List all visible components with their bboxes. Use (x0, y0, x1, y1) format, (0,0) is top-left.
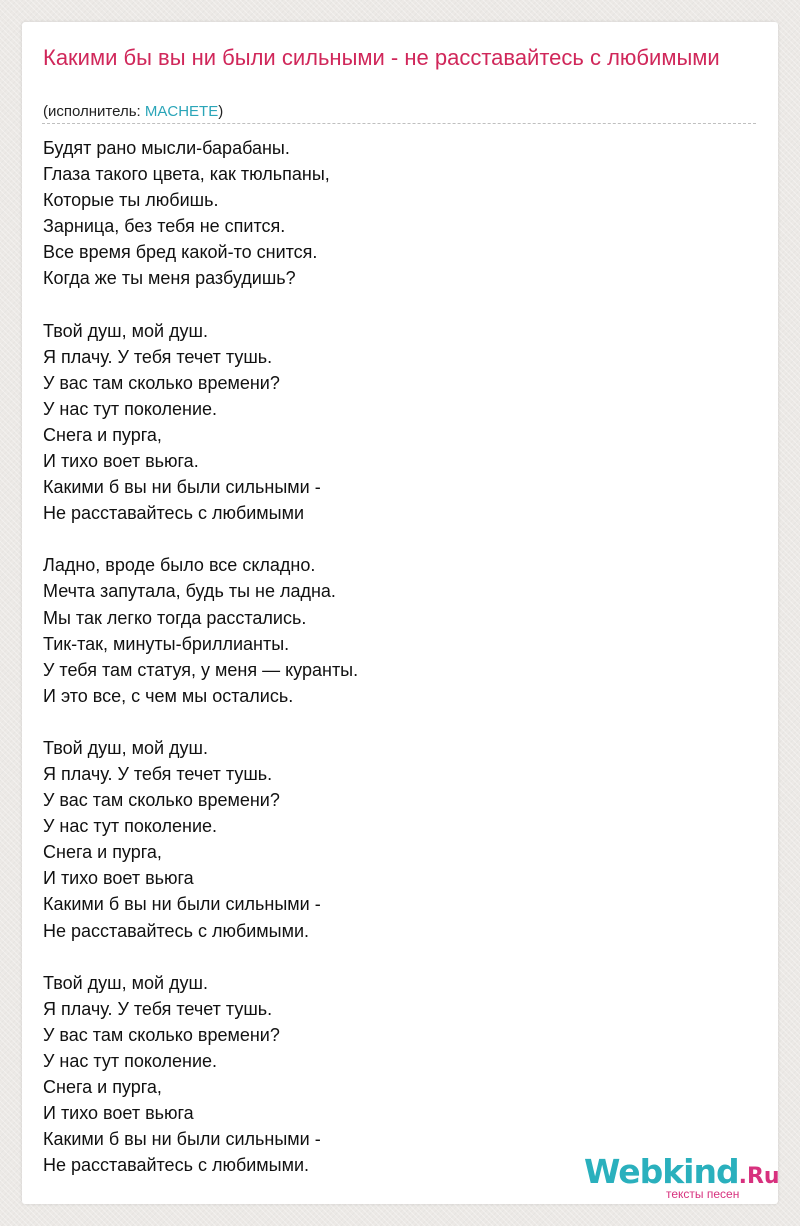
lyric-line: Снега и пурга, (43, 842, 162, 863)
lyric-line: Мечта запутала, будь ты не ладна. (43, 581, 336, 602)
lyric-line: Будят рано мысли-барабаны. (43, 138, 290, 158)
lyric-line: Я плачу. У тебя течет тушь. (43, 763, 273, 784)
lyrics-card (22, 22, 778, 1204)
logo-wordmark: Webkind (584, 1152, 739, 1191)
lyric-line: Когда же ты меня разбудишь? (43, 268, 296, 289)
lyric-line: Тик-так, минуты-бриллианты. (43, 633, 290, 654)
song-title: Какими бы вы ни были сильными - не расставайтесь с любимыми (43, 45, 720, 70)
lyrics-stanza (43, 970, 743, 1179)
lyric-line: Не расставайтесь с любимыми. (43, 1155, 310, 1176)
lyrics-stanza (43, 318, 743, 527)
lyric-line: Не расставайтесь с любимыми. (43, 920, 310, 941)
lyric-line: И тихо воет вьюга (43, 1103, 194, 1124)
lyric-line: Не расставайтесь с любимыми (43, 503, 305, 524)
lyric-line: У вас там сколько времени? (43, 372, 280, 393)
lyric-line: У вас там сколько времени? (43, 1024, 280, 1045)
lyric-line: И тихо воет вьюга. (43, 451, 199, 472)
lyric-line: Я плачу. У тебя течет тушь. (43, 346, 273, 367)
lyric-line: Я плачу. У тебя течет тушь. (43, 998, 273, 1019)
lyric-line: И тихо воет вьюга (43, 868, 194, 889)
lyric-line: Какими б вы ни были сильными - (43, 894, 321, 915)
divider (42, 123, 756, 124)
lyric-line: У нас тут поколение. (43, 1050, 218, 1071)
lyric-line: У нас тут поколение. (43, 398, 218, 419)
lyric-line: Какими б вы ни были сильными - (43, 1129, 321, 1150)
artist-line (43, 103, 223, 121)
lyric-line: У тебя там статуя, у меня — куранты. (43, 659, 359, 680)
artist-prefix: (исполнитель: (43, 103, 145, 120)
lyric-line: Твой душ, мой душ. (43, 737, 208, 758)
lyric-line: И это все, с чем мы остались. (43, 685, 294, 706)
lyric-line: Которые ты любишь. (43, 190, 219, 211)
lyric-line: У вас там сколько времени? (43, 790, 280, 811)
lyric-line: Все время бред какой-то снится. (43, 242, 318, 263)
lyric-line: Ладно, вроде было все складно. (43, 555, 316, 576)
lyrics-stanza (43, 735, 743, 944)
lyrics-body (43, 135, 743, 1204)
lyric-line: Глаза такого цвета, как тюльпаны, (43, 164, 330, 185)
lyric-line: Снега и пурга, (43, 1077, 162, 1097)
site-logo[interactable] (584, 1152, 784, 1204)
lyric-line: Твой душ, мой душ. (43, 972, 208, 993)
lyric-line: У нас тут поколение. (43, 816, 218, 837)
lyrics-stanza (43, 135, 743, 292)
lyric-line: Зарница, без тебя не спится. (43, 216, 286, 237)
artist-link[interactable]: MACHETE (144, 103, 219, 120)
lyric-line: Твой душ, мой душ. (43, 320, 208, 341)
lyric-line: Мы так легко тогда расстались. (43, 607, 307, 628)
logo-tagline: тексты песен (666, 1187, 740, 1201)
logo-domain: .Ru (738, 1164, 780, 1189)
artist-suffix: ) (218, 103, 224, 120)
lyric-line: Снега и пурга, (43, 424, 162, 445)
lyrics-stanza (43, 552, 743, 709)
lyric-line: Какими б вы ни были сильными - (43, 477, 321, 498)
